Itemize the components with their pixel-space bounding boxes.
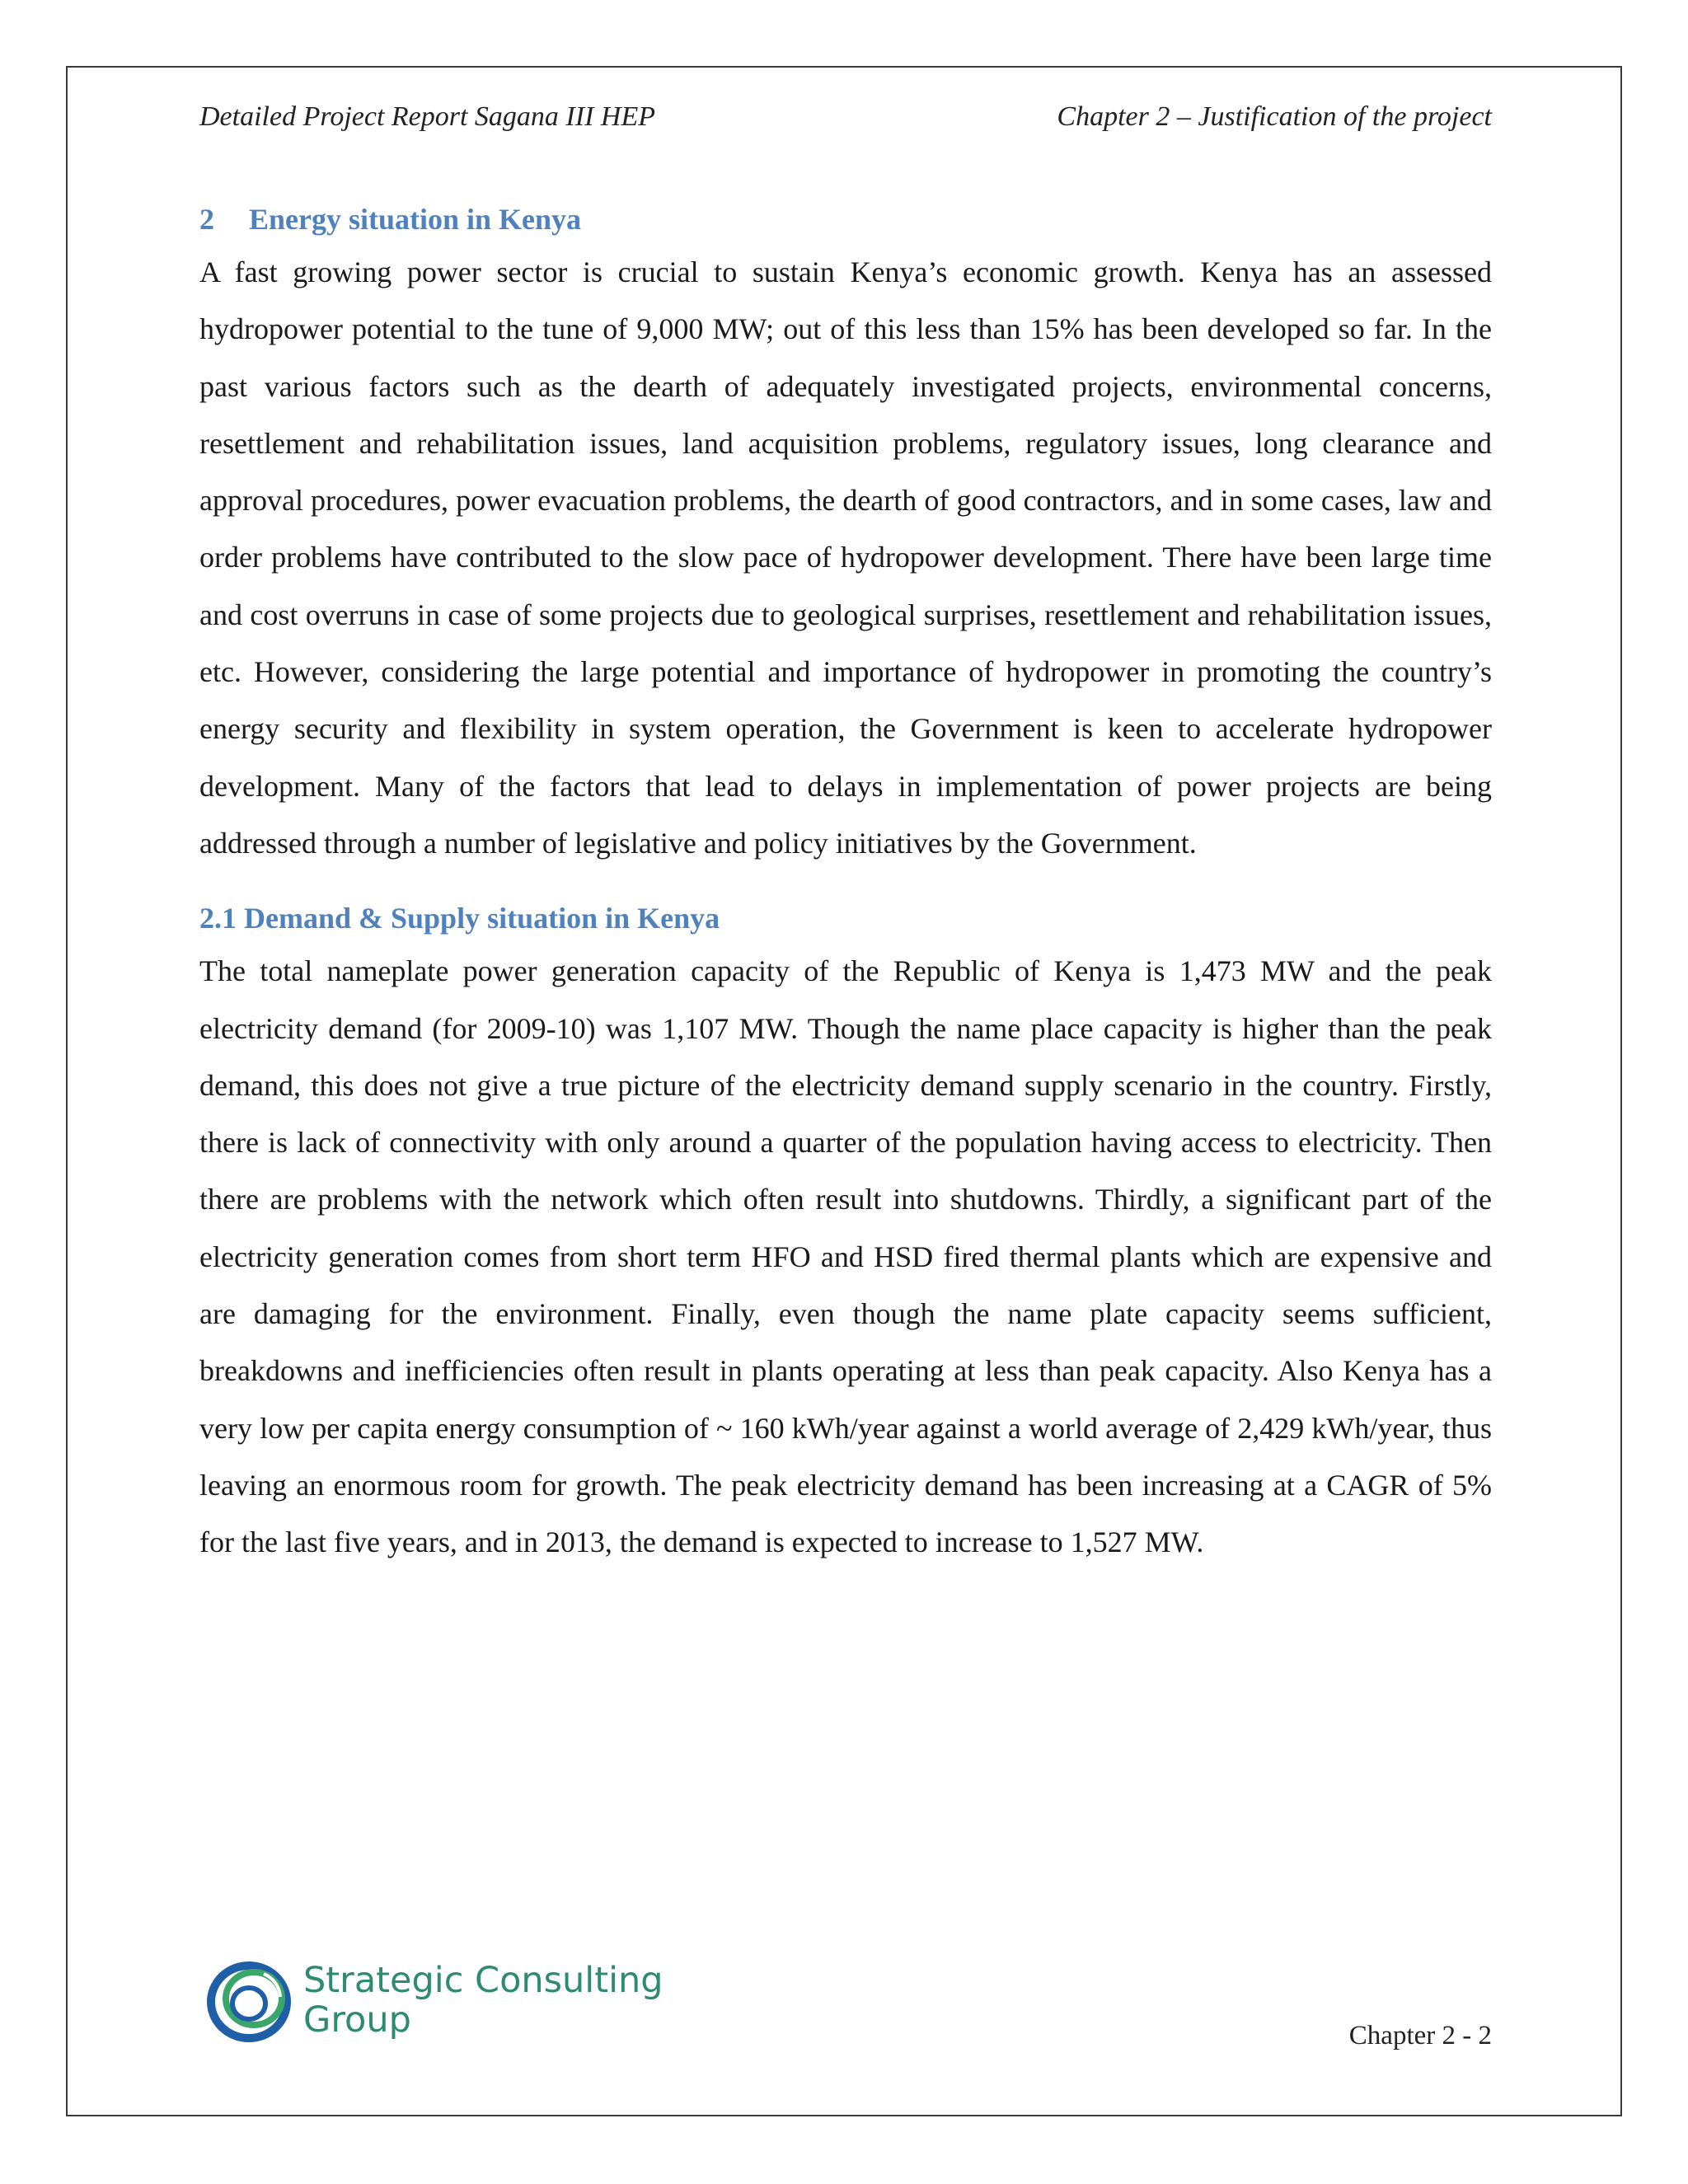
page-number: Chapter 2 - 2 bbox=[1348, 2021, 1492, 2050]
page-content bbox=[199, 194, 1492, 1572]
header-document-title: Detailed Project Report Sagana III HEP bbox=[199, 101, 655, 132]
strategic-consulting-logo-icon bbox=[206, 1957, 295, 2043]
section-paragraph: A fast growing power sector is crucial to sustain Kenya’s economic growth. Kenya has an assessed hydropower potential to the tune of 9,000 MW; out of this less than 15% has been developed so far. In the past various factors such as the dearth of adequately investigated projects, environmental concerns, resettlement and rehabilitation issues, land acquisition problems, regulatory issues, long clearance and approval procedures, power evacuation problems, the dearth of good contractors, and in some cases, law and order problems have contributed to the slow pace of hydropower development. There have been large time and cost overruns in case of some projects due to geological surprises, resettlement and rehabilitation issues, etc. However, considering the large potential and importance of hydropower in promoting the country’s energy security and flexibility in system operation, the Government is keen to accelerate hydropower development. Many of the factors that lead to delays in implementation of power projects are being addressed through a number of legislative and policy initiatives by the Government. bbox=[199, 255, 1492, 860]
section-number: 2 bbox=[199, 203, 214, 236]
logo-text bbox=[303, 1961, 663, 2040]
page-header bbox=[199, 97, 1492, 137]
section-title: Energy situation in Kenya bbox=[249, 203, 582, 236]
subsection-paragraph: The total nameplate power generation capacity of the Republic of Kenya is 1,473 MW and the peak electricity demand (for 2009-10) was 1,107 MW. Though the name place capacity is higher than the peak demand, this does not give a true picture of the electricity demand supply scenario in the country. Firstly, there is lack of connectivity with only around a quarter of the population having access to electricity. Then there are problems with the network which often result into shutdowns. Thirdly, a significant part of the electricity generation comes from short term HFO and HSD fired thermal plants which are expensive and are damaging for the environment. Finally, even though the name plate capacity seems sufficient, breakdowns and inefficiencies often result in plants operating at less than peak capacity. Also Kenya has a very low per capita energy consumption of ~ 160 kWh/year against a world average of 2,429 kWh/year, thus leaving an enormous room for growth. The peak electricity demand has been increasing at a CAGR of 5% for the last five years, and in 2013, the demand is expected to increase to 1,527 MW. bbox=[199, 954, 1492, 1559]
subsection-heading: 2.1 Demand & Supply situation in Kenya bbox=[199, 902, 720, 935]
header-chapter-title: Chapter 2 – Justification of the project bbox=[1057, 101, 1492, 132]
logo-text-line2: Group bbox=[303, 1999, 411, 2041]
section-heading bbox=[199, 194, 1492, 244]
logo-text-line1: Strategic Consulting bbox=[303, 1960, 663, 2001]
company-logo bbox=[206, 1957, 663, 2043]
